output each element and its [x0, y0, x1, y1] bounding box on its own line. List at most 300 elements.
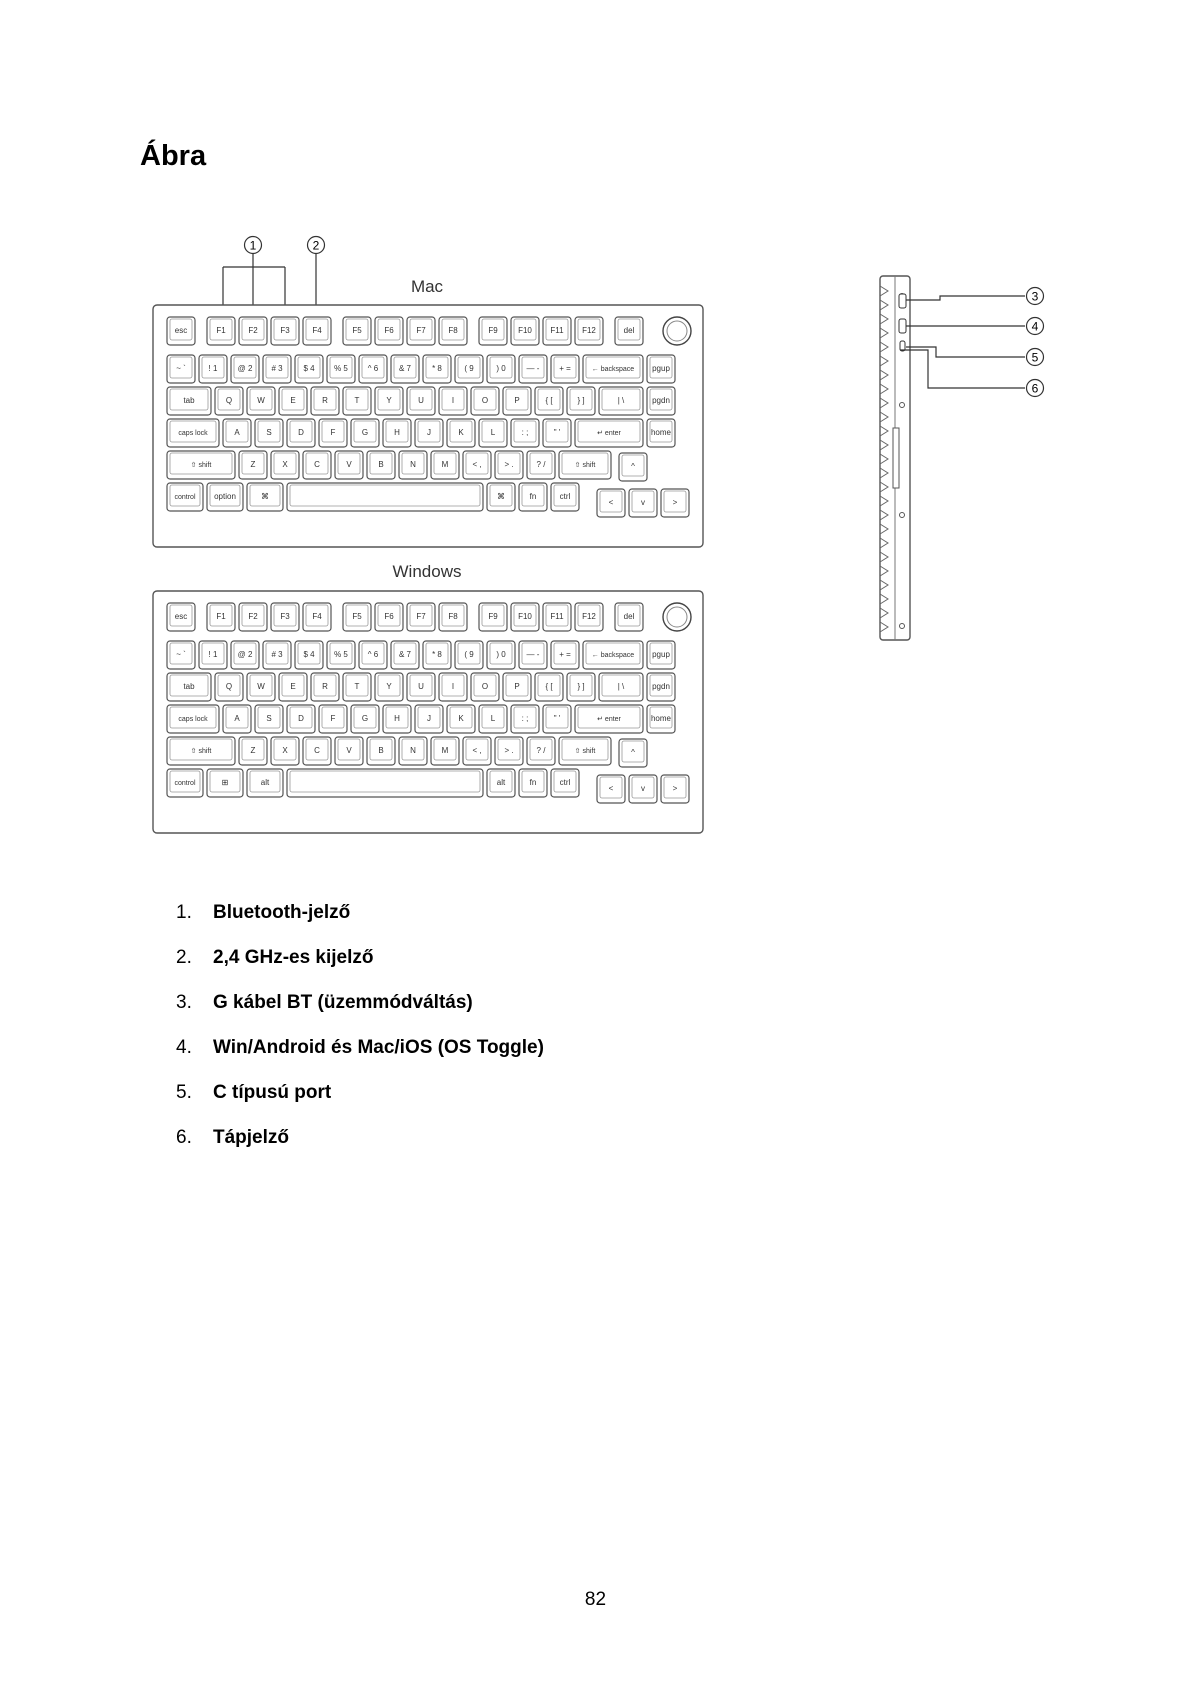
win-key-label: # 3: [271, 650, 283, 659]
mac-key-label: B: [378, 460, 384, 469]
callout-5: [1027, 349, 1044, 366]
mac-key-label: ( 9: [464, 364, 474, 373]
mac-key: [479, 419, 507, 447]
win-key: [543, 705, 571, 733]
mac-key-label: R: [322, 396, 328, 405]
mac-key: [247, 483, 283, 511]
legend-item: [176, 1127, 544, 1172]
win-key-label: F12: [582, 612, 596, 621]
win-key-label: D: [298, 714, 304, 723]
mac-key-label: D: [298, 428, 304, 437]
mac-key-label: F7: [416, 326, 426, 335]
side-stand: [893, 428, 899, 488]
mac-key: [543, 419, 571, 447]
mac-key: [455, 355, 483, 383]
win-key: [407, 603, 435, 631]
win-key-label: M: [441, 746, 449, 755]
mac-key: [351, 419, 379, 447]
win-key: [167, 737, 235, 765]
mac-key: [487, 355, 515, 383]
win-key: [319, 705, 347, 733]
mac-key: [647, 419, 675, 447]
win-key-label: ^: [631, 748, 635, 757]
mac-key: [415, 419, 443, 447]
mac-key: [463, 451, 491, 479]
mac-key-label: fn: [529, 492, 537, 501]
win-key-label: del: [623, 612, 635, 621]
mac-key-label: F8: [448, 326, 458, 335]
win-key-label: >: [672, 784, 678, 793]
win-key: [487, 641, 515, 669]
win-key: [335, 737, 363, 765]
mac-key-label: caps lock: [178, 430, 208, 437]
mac-key-label: home: [650, 428, 672, 437]
win-key-label: " ': [553, 714, 561, 723]
win-key-label: F10: [518, 612, 532, 621]
win-key: [661, 775, 689, 803]
win-key-label: B: [378, 746, 384, 755]
win-key-label: Y: [386, 682, 392, 691]
win-key-label: E: [290, 682, 296, 691]
mac-key-label: ? /: [536, 460, 546, 469]
mac-key-label: ctrl: [559, 492, 571, 501]
mac-key: [303, 317, 331, 345]
win-key: [519, 769, 547, 797]
mac-key: [215, 387, 243, 415]
mac-key: [167, 483, 203, 511]
mac-key: [629, 489, 657, 517]
win-key: [447, 705, 475, 733]
win-key: [503, 673, 531, 701]
callout-3: [1027, 288, 1044, 305]
mac-key-label: control: [174, 494, 196, 501]
mac-key: [167, 451, 235, 479]
win-key: [551, 769, 579, 797]
win-key-label: F8: [448, 612, 458, 621]
mac-key-label: F1: [216, 326, 226, 335]
side-foot: [900, 403, 905, 408]
mac-key-label: Z: [250, 460, 256, 469]
win-key-label: pgdn: [652, 682, 670, 691]
win-key-label: H: [394, 714, 400, 723]
win-key: [255, 705, 283, 733]
callout-1: [245, 237, 262, 254]
win-key: [575, 603, 603, 631]
win-key: [343, 673, 371, 701]
win-key-label: control: [174, 780, 196, 787]
win-key: [527, 737, 555, 765]
mac-key-label: F9: [488, 326, 498, 335]
mac-key: [287, 419, 315, 447]
win-key: [279, 673, 307, 701]
mac-key: [583, 355, 643, 383]
legend-item: [176, 902, 544, 947]
mac-key-label: ~ `: [176, 364, 186, 373]
mac-key: [575, 317, 603, 345]
win-key: [207, 769, 243, 797]
win-key: [463, 737, 491, 765]
legend-number: 6.: [176, 1127, 192, 1148]
win-key-label: fn: [529, 778, 537, 787]
callout-1-label: 1: [249, 238, 257, 253]
win-key: [543, 603, 571, 631]
mac-key-label: E: [290, 396, 296, 405]
win-key: [215, 673, 243, 701]
win-key: [599, 673, 643, 701]
win-key-label: V: [346, 746, 352, 755]
win-key-label: > .: [504, 746, 514, 755]
mac-key: [439, 387, 467, 415]
win-key: [423, 641, 451, 669]
mac-key: [375, 387, 403, 415]
mac-key: [439, 317, 467, 345]
mac-key: [447, 419, 475, 447]
mac-key: [327, 355, 355, 383]
mac-key: [511, 317, 539, 345]
win-key-label: : ;: [521, 714, 529, 723]
legend-text: Tápjelző: [213, 1127, 290, 1148]
mac-key-label: N: [410, 460, 416, 469]
win-key: [619, 739, 647, 767]
mac-key: [247, 387, 275, 415]
win-key-label: T: [354, 682, 360, 691]
win-key: [167, 769, 203, 797]
mac-key-label: W: [257, 396, 265, 405]
win-key: [597, 775, 625, 803]
mac-key-label: v: [641, 498, 645, 507]
mac-key: [407, 387, 435, 415]
mac-key-label: : ;: [521, 428, 529, 437]
mac-key: [471, 387, 499, 415]
win-key: [167, 603, 195, 631]
win-key-label: — -: [526, 650, 540, 659]
win-key: [327, 641, 355, 669]
win-key: [431, 737, 459, 765]
mac-key-label: F: [330, 428, 336, 437]
mac-key: [619, 453, 647, 481]
win-key: [359, 641, 387, 669]
win-key: [455, 641, 483, 669]
callout-2: [308, 237, 325, 254]
mac-key: [207, 317, 235, 345]
mac-key: [279, 387, 307, 415]
win-key-label: caps lock: [178, 716, 208, 723]
mac-key-label: H: [394, 428, 400, 437]
mac-key: [375, 317, 403, 345]
mac-key: [271, 451, 299, 479]
win-key-label: F11: [550, 612, 564, 621]
win-key: [375, 673, 403, 701]
win-key: [439, 603, 467, 631]
win-key: [407, 673, 435, 701]
mac-key: [263, 355, 291, 383]
win-key-label: F2: [248, 612, 258, 621]
legend-text: Win/Android és Mac/iOS (OS Toggle): [213, 1037, 544, 1058]
win-key-label: Z: [250, 746, 256, 755]
mac-key-label: P: [514, 396, 520, 405]
win-key-label: O: [481, 682, 489, 691]
win-key: [303, 737, 331, 765]
mac-key: [487, 483, 515, 511]
mac-key: [615, 317, 643, 345]
win-key-label: ~ `: [176, 650, 186, 659]
win-key: [271, 603, 299, 631]
page-heading: Ábra: [140, 140, 207, 172]
win-key: [399, 737, 427, 765]
win-key: [439, 673, 467, 701]
mac-key: [303, 451, 331, 479]
win-key: [559, 737, 611, 765]
mac-key-label: esc: [174, 326, 188, 335]
win-key-label: L: [490, 714, 496, 723]
win-key: [287, 705, 315, 733]
win-key-label: ) 0: [496, 650, 506, 659]
win-key: [479, 603, 507, 631]
mac-key-label: { [: [545, 396, 553, 405]
win-key: [343, 603, 371, 631]
win-key-label: @ 2: [237, 650, 253, 659]
figure-legend: [176, 902, 544, 1172]
win-key: [239, 603, 267, 631]
mac-key-label: C: [314, 460, 320, 469]
mac-key-label: I: [451, 396, 455, 405]
mac-key: [599, 387, 643, 415]
mac-key: [519, 355, 547, 383]
win-key-label: % 5: [334, 650, 348, 659]
mac-key: [527, 451, 555, 479]
legend-item: [176, 992, 544, 1037]
mac-key: [647, 355, 675, 383]
mac-key: [335, 451, 363, 479]
callout-2-label: 2: [312, 238, 320, 253]
mac-key: [287, 483, 483, 511]
mac-key: [255, 419, 283, 447]
win-key: [207, 603, 235, 631]
mac-key-label: F4: [312, 326, 322, 335]
win-key-label: tab: [183, 682, 195, 691]
win-key-label: esc: [174, 612, 188, 621]
win-key-label: alt: [496, 778, 506, 787]
mac-key: [167, 317, 195, 345]
mac-key-label: F2: [248, 326, 258, 335]
win-key-label: + =: [559, 650, 571, 659]
win-key: [511, 603, 539, 631]
legend-number: 5.: [176, 1082, 192, 1103]
win-key: [231, 641, 259, 669]
mac-key-label: ⇧ shift: [190, 462, 212, 469]
win-key: [263, 641, 291, 669]
mac-key: [567, 387, 595, 415]
win-key-label: C: [314, 746, 320, 755]
mac-key: [543, 317, 571, 345]
win-key-label: X: [282, 746, 288, 755]
win-key: [615, 603, 643, 631]
mac-key: [271, 317, 299, 345]
mac-key: [167, 355, 195, 383]
mac-key-label: ! 1: [208, 364, 218, 373]
mac-key: [295, 355, 323, 383]
win-key-label: N: [410, 746, 416, 755]
win-key: [519, 641, 547, 669]
legend-number: 2.: [176, 947, 192, 968]
win-key: [223, 705, 251, 733]
win-key: [535, 673, 563, 701]
mac-key-label: F10: [518, 326, 532, 335]
legend-number: 1.: [176, 902, 192, 923]
page-number: 82: [584, 1589, 607, 1610]
mac-key-label: V: [346, 460, 352, 469]
win-key-label: K: [458, 714, 464, 723]
mac-key-label: X: [282, 460, 288, 469]
mac-key-label: pgup: [652, 364, 670, 373]
win-key: [415, 705, 443, 733]
win-key: [647, 641, 675, 669]
mac-key-label: F12: [582, 326, 596, 335]
win-key: [167, 705, 219, 733]
mac-key: [383, 419, 411, 447]
callout-6-label: 6: [1031, 381, 1039, 396]
mac-key-label: % 5: [334, 364, 348, 373]
win-key: [247, 769, 283, 797]
win-key-label: Q: [225, 682, 233, 691]
mac-key-label: L: [490, 428, 496, 437]
mac-key: [343, 387, 371, 415]
win-key-label: F6: [384, 612, 394, 621]
mac-key-label: @ 2: [237, 364, 253, 373]
mac-key-label: ← backspace: [591, 366, 635, 373]
win-key: [567, 673, 595, 701]
callout-6: [1027, 380, 1044, 397]
mac-key-top: [290, 485, 480, 506]
mac-key-label: $ 4: [303, 364, 315, 373]
win-key-label: F4: [312, 612, 322, 621]
mac-key: [167, 419, 219, 447]
mac-key: [551, 483, 579, 511]
win-key: [199, 641, 227, 669]
mac-key: [597, 489, 625, 517]
win-key-label: ! 1: [208, 650, 218, 659]
win-key-label: { [: [545, 682, 553, 691]
win-key: [167, 673, 211, 701]
keyboard-side-view: [880, 276, 910, 640]
mac-key-label: >: [672, 498, 678, 507]
mac-key: [319, 419, 347, 447]
win-key-label: ctrl: [559, 778, 571, 787]
win-key-label: home: [650, 714, 672, 723]
win-key: [471, 673, 499, 701]
win-key-top: [290, 771, 480, 792]
mac-keyboard-title: Mac: [410, 277, 444, 296]
win-key: [287, 769, 483, 797]
callout-4: [1027, 318, 1044, 335]
mac-key: [431, 451, 459, 479]
win-key-label: ↵ enter: [597, 716, 621, 723]
mac-key: [239, 451, 267, 479]
win-key: [647, 673, 675, 701]
mac-key-label: F5: [352, 326, 362, 335]
legend-item: [176, 1082, 544, 1127]
win-key-label: & 7: [398, 650, 412, 659]
win-key: [495, 737, 523, 765]
win-key-label: alt: [260, 778, 270, 787]
win-key-label: F3: [280, 612, 290, 621]
win-key-label: pgup: [652, 650, 670, 659]
mac-key-label: J: [427, 428, 431, 437]
win-key: [629, 775, 657, 803]
mac-key: [359, 355, 387, 383]
mac-key-label: G: [361, 428, 369, 437]
mac-key: [407, 317, 435, 345]
win-key-label: F5: [352, 612, 362, 621]
win-key-label: ⇧ shift: [574, 748, 596, 755]
windows-keyboard: [153, 591, 703, 833]
mac-key-label: & 7: [398, 364, 412, 373]
callout-4-label: 4: [1031, 319, 1039, 334]
win-key-label: R: [322, 682, 328, 691]
mac-key-label: — -: [526, 364, 540, 373]
mac-key-label: A: [234, 428, 240, 437]
win-key-label: * 8: [432, 650, 442, 659]
win-key-label: ⇧ shift: [190, 748, 212, 755]
windows-keyboard-title: Windows: [392, 562, 462, 581]
mac-key-label: > .: [504, 460, 514, 469]
win-key: [303, 603, 331, 631]
win-key: [487, 769, 515, 797]
mac-key-label: } ]: [577, 396, 585, 405]
mac-key: [367, 451, 395, 479]
mac-key: [511, 419, 539, 447]
mac-key: [503, 387, 531, 415]
mac-key-label: <: [608, 498, 614, 507]
win-key: [375, 603, 403, 631]
mac-key: [231, 355, 259, 383]
legend-item: [176, 947, 544, 992]
mac-key-label: ⌘: [497, 492, 505, 501]
win-key: [647, 705, 675, 733]
win-key-label: P: [514, 682, 520, 691]
win-key-label: ⊞: [221, 778, 229, 787]
win-key: [583, 641, 643, 669]
win-key: [551, 641, 579, 669]
win-key: [247, 673, 275, 701]
win-key-label: W: [257, 682, 265, 691]
win-key-label: S: [266, 714, 272, 723]
mac-key-label: F6: [384, 326, 394, 335]
win-key-label: I: [451, 682, 455, 691]
win-key-label: F1: [216, 612, 226, 621]
win-key: [367, 737, 395, 765]
legend-text: G kábel BT (üzemmódváltás): [213, 992, 473, 1013]
win-key: [271, 737, 299, 765]
mac-key: [647, 387, 675, 415]
mac-key: [311, 387, 339, 415]
mac-key-label: | \: [617, 396, 625, 405]
mac-key-label: del: [623, 326, 635, 335]
win-key-label: < ,: [472, 746, 482, 755]
mac-key-label: ⇧ shift: [574, 462, 596, 469]
win-key: [167, 641, 195, 669]
win-key: [311, 673, 339, 701]
win-key: [239, 737, 267, 765]
win-key-label: } ]: [577, 682, 585, 691]
mac-key: [223, 419, 251, 447]
mac-key: [575, 419, 643, 447]
mac-key-label: ⌘: [261, 492, 269, 501]
mac-key-label: Q: [225, 396, 233, 405]
mac-key-label: ) 0: [496, 364, 506, 373]
mac-key-label: Y: [386, 396, 392, 405]
legend-text: Bluetooth-jelző: [213, 902, 351, 923]
